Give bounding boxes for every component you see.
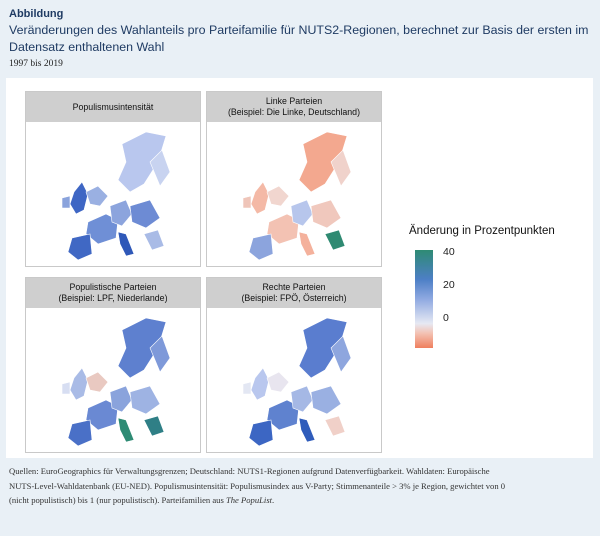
panel-left-parties (206, 91, 382, 267)
figure-title: Veränderungen des Wahlanteils pro Parteifamilie für NUTS2-Regionen, berechnet zur Basis der ersten im Datensatz enthaltenen Wahl (9, 23, 589, 54)
map-regions (62, 318, 170, 446)
panel-label (26, 92, 200, 122)
panel-label-line1: Rechte Parteien (262, 282, 326, 292)
legend-tick-0: 0 (443, 312, 449, 324)
map-regions (243, 132, 351, 260)
panel-label (207, 278, 381, 308)
footnote-line (9, 493, 594, 508)
panel-right-parties (206, 277, 382, 453)
legend-tick-20: 20 (443, 279, 455, 291)
legend-tick-40: 40 (443, 246, 455, 258)
footnote-line: NUTS-Level-Wahldatenbank (EU-NED). Populismusintensität: Populismusindex aus V-Party; Stimmenanteile > 3% je Region, gewichtet von 0 (9, 480, 506, 491)
legend-title: Änderung in Prozentpunkten (409, 225, 555, 237)
panel-label-line2: (Beispiel: Die Linke, Deutschland) (227, 107, 361, 117)
panel-label-line2: (Beispiel: FPÖ, Österreich) (241, 293, 347, 303)
footnote-sources (9, 464, 594, 508)
europe-map (26, 122, 200, 266)
footnote-text: . (272, 495, 275, 505)
panel-populism-intensity (25, 91, 201, 267)
map-regions (243, 318, 351, 446)
header (9, 8, 594, 69)
legend-colorbar (415, 250, 433, 348)
footnote-populist-italic: The PopuList (225, 495, 273, 505)
panel-label (207, 92, 381, 122)
figure-kicker: Abbildung (9, 8, 64, 20)
map-regions (62, 132, 170, 260)
footnote-line: Quellen: EuroGeographics für Verwaltungsgrenzen; Deutschland: NUTS1-Regionen aufgrund Datenverfügbarkeit. Wahldaten: Europäische (9, 466, 490, 476)
panel-label-line2: (Beispiel: LPF, Niederlande) (58, 293, 168, 303)
panel-label-line1: Populismusintensität (72, 101, 154, 112)
chart-card (6, 78, 593, 458)
panel-populist-parties (25, 277, 201, 453)
europe-map (26, 308, 200, 452)
figure-subtitle: 1997 bis 2019 (9, 59, 63, 69)
panel-label (26, 278, 200, 308)
footnote-text: (nicht populistisch) bis 1 (nur populistisch). Parteifamilien aus (9, 495, 226, 505)
panel-label-line1: Populistische Parteien (69, 282, 157, 292)
panel-label-line1: Linke Parteien (265, 96, 323, 106)
europe-map (207, 308, 381, 452)
europe-map (207, 122, 381, 266)
